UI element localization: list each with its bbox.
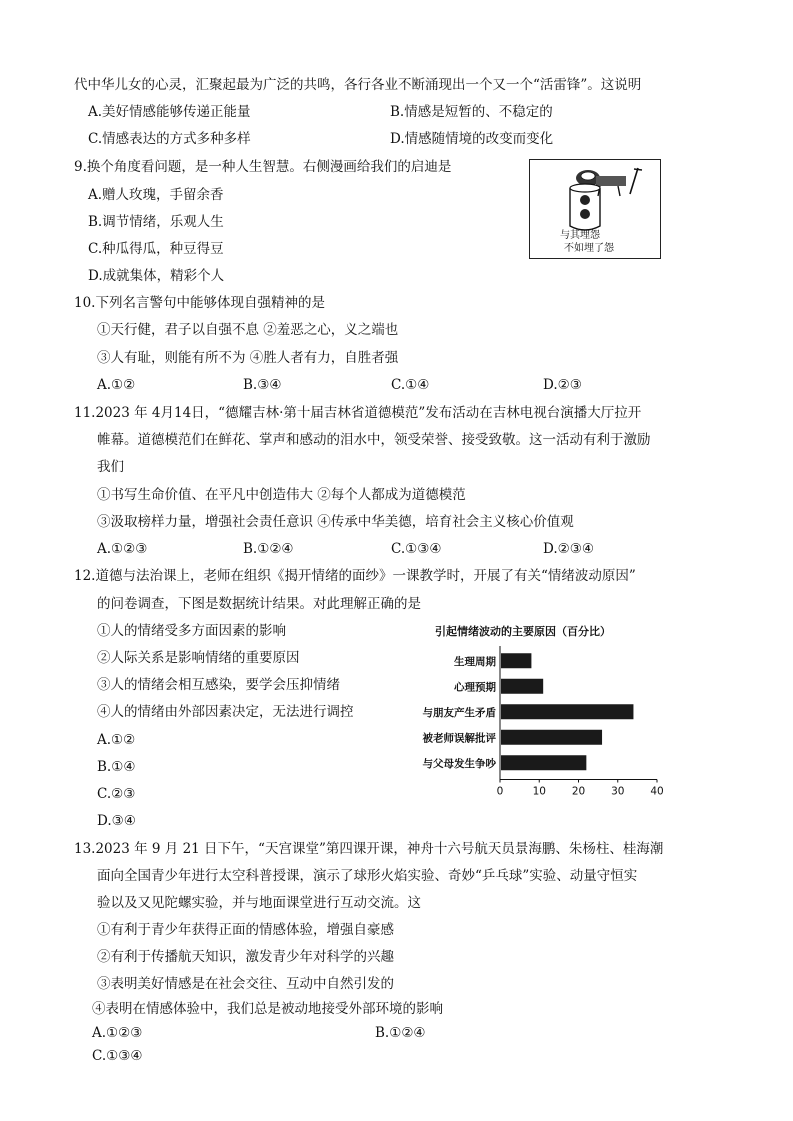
q10-option-b[interactable]: B.③④ bbox=[243, 377, 282, 393]
q12-item-1: ①人的情绪受多方面因素的影响 bbox=[97, 623, 286, 639]
chart-bar bbox=[501, 679, 543, 694]
q13-item-3: ③表明美好情感是在社会交往、互动中自然引发的 bbox=[97, 976, 394, 992]
q11-option-b[interactable]: B.①②④ bbox=[243, 541, 294, 557]
q11-stem-line1: 11.2023 年 4月14日，“德耀吉林·第十届吉林省道德模范”发布活动在吉林电视台演播大厅拉开 bbox=[74, 405, 642, 421]
q12-item-2: ②人际关系是影响情绪的重要原因 bbox=[97, 650, 300, 666]
q9-option-c[interactable]: C.种瓜得瓜，种豆得豆 bbox=[88, 241, 224, 257]
chart-category-label: 与朋友产生矛盾 bbox=[422, 706, 496, 719]
q13-item-4: ④表明在情感体验中，我们总是被动地接受外部环境的影响 bbox=[92, 1001, 443, 1017]
cartoon-image bbox=[529, 159, 661, 259]
q8-option-c[interactable]: C.情感表达的方式多种多样 bbox=[88, 131, 251, 147]
chart-bar bbox=[501, 755, 586, 770]
q13-stem-line1: 13.2023 年 9 月 21 日下午，“天宫课堂”第四课开课，神舟十六号航天员景海鹏、朱杨柱、桂海潮 bbox=[74, 841, 664, 857]
q12-option-b[interactable]: B.①④ bbox=[97, 759, 136, 775]
q8-option-a[interactable]: A.美好情感能够传递正能量 bbox=[88, 104, 251, 120]
q12-option-d[interactable]: D.③④ bbox=[97, 813, 136, 829]
chart-category-label: 生理周期 bbox=[454, 655, 496, 668]
cartoon-caption-line1: 与其埋怨 bbox=[560, 230, 600, 241]
chart-x-tick-label: 10 bbox=[532, 785, 546, 798]
q11-item-line1: ①书写生命价值、在平凡中创造伟大 ②每个人都成为道德模范 bbox=[97, 487, 466, 503]
chart-bar bbox=[501, 730, 602, 745]
q11-option-c[interactable]: C.①③④ bbox=[391, 541, 442, 557]
q13-item-1: ①有利于青少年获得正面的情感体验，增强自豪感 bbox=[97, 922, 394, 938]
q8-stem: 代中华儿女的心灵，汇聚起最为广泛的共鸣，各行各业不断涌现出一个又一个“活雷锋”。这说明 bbox=[74, 77, 642, 93]
q11-item-line2: ③汲取榜样力量，增强社会责任意识 ④传承中华美德，培育社会主义核心价值观 bbox=[97, 514, 574, 530]
chart-x-tick-label: 0 bbox=[496, 785, 504, 798]
q10-option-d[interactable]: D.②③ bbox=[543, 377, 582, 393]
q12-option-c[interactable]: C.②③ bbox=[97, 786, 136, 802]
chart-x-tick-label: 40 bbox=[650, 785, 664, 798]
q9-option-b[interactable]: B.调节情绪，乐观人生 bbox=[88, 214, 224, 230]
q13-stem-line2: 面向全国青少年进行太空科普授课，演示了球形火焰实验、奇妙“乒乓球”实验、动量守恒实 bbox=[97, 868, 638, 884]
cartoon-caption-line2: 不如埋了怨 bbox=[564, 243, 614, 254]
chart-category-label: 与父母发生争吵 bbox=[422, 757, 496, 770]
q12-stem-line1: 12.道德与法治课上，老师在组织《揭开情绪的面纱》一课教学时，开展了有关“情绪波动原因” bbox=[74, 568, 636, 584]
q12-item-3: ③人的情绪会相互感染，要学会压抑情绪 bbox=[97, 677, 340, 693]
q11-option-a[interactable]: A.①②③ bbox=[97, 541, 148, 557]
q11-stem-line2: 帷幕。道德模范们在鲜花、掌声和感动的泪水中，领受荣誉、接受致敬。这一活动有利于激励 bbox=[97, 432, 651, 448]
q9-option-a[interactable]: A.赠人玫瑰，手留余香 bbox=[88, 187, 224, 203]
q10-stem: 10.下列名言警句中能够体现自强精神的是 bbox=[74, 295, 325, 311]
q11-stem-line3: 我们 bbox=[97, 459, 124, 475]
q13-option-c[interactable]: C.①③④ bbox=[92, 1048, 143, 1064]
q11-option-d[interactable]: D.②③④ bbox=[543, 541, 594, 557]
chart-plot-area bbox=[423, 646, 664, 798]
chart-category-label: 被老师误解批评 bbox=[422, 732, 496, 745]
q12-item-4: ④人的情绪由外部因素决定，无法进行调控 bbox=[97, 704, 354, 720]
q8-option-b[interactable]: B.情感是短暂的、不稳定的 bbox=[390, 104, 553, 120]
q10-option-c[interactable]: C.①④ bbox=[391, 377, 430, 393]
chart-x-tick-label: 20 bbox=[571, 785, 586, 798]
emotion-cause-chart bbox=[405, 620, 670, 798]
q8-option-d[interactable]: D.情感随情境的改变而变化 bbox=[390, 131, 554, 147]
chart-bar bbox=[501, 653, 531, 668]
q9-option-d[interactable]: D.成就集体，精彩个人 bbox=[88, 268, 225, 284]
q10-item-line1: ①天行健，君子以自强不息 ②羞恶之心，义之端也 bbox=[97, 322, 399, 338]
q13-option-a[interactable]: A.①②③ bbox=[92, 1025, 143, 1041]
q9-stem: 9.换个角度看问题，是一种人生智慧。右侧漫画给我们的启迪是 bbox=[74, 159, 452, 175]
chart-title: 引起情绪波动的主要原因（百分比） bbox=[435, 625, 611, 638]
q13-stem-line3: 验以及又见陀螺实验，并与地面课堂进行互动交流。这 bbox=[97, 895, 421, 911]
q12-option-a[interactable]: A.①② bbox=[97, 732, 136, 748]
q12-stem-line2: 的问卷调查，下图是数据统计结果。对此理解正确的是 bbox=[97, 596, 421, 612]
q10-item-line2: ③人有耻，则能有所不为 ④胜人者有力，自胜者强 bbox=[97, 350, 399, 366]
q13-option-b[interactable]: B.①②④ bbox=[375, 1025, 426, 1041]
chart-bar bbox=[501, 704, 633, 719]
chart-x-tick-label: 30 bbox=[611, 785, 625, 798]
q13-item-2: ②有利于传播航天知识，激发青少年对科学的兴趣 bbox=[97, 949, 394, 965]
chart-category-label: 心理预期 bbox=[454, 681, 496, 694]
q10-option-a[interactable]: A.①② bbox=[97, 377, 136, 393]
